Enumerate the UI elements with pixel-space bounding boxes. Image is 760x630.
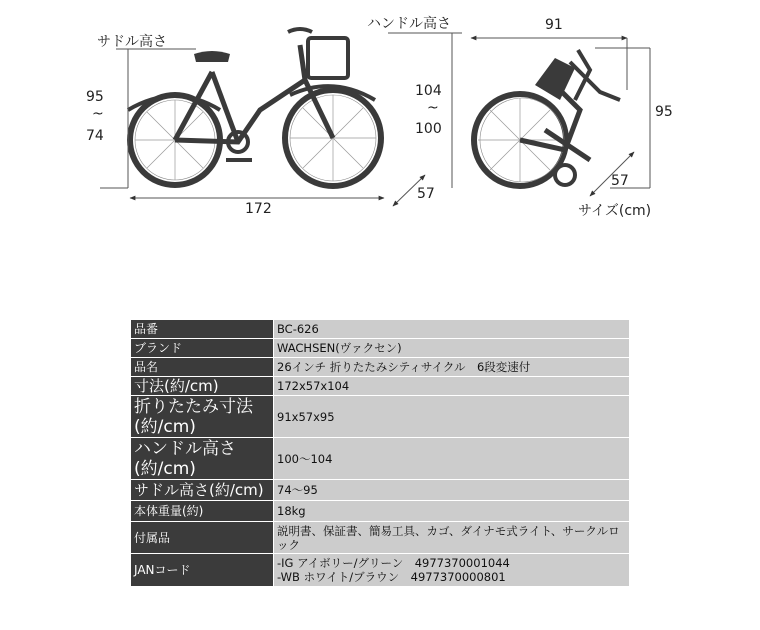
width-value: 57 bbox=[417, 186, 435, 202]
spec-row bbox=[131, 377, 630, 396]
spec-row bbox=[131, 522, 630, 554]
spec-value-line: 18kg bbox=[277, 504, 306, 518]
spec-table bbox=[130, 319, 630, 587]
saddle-height-sep: ~ bbox=[92, 106, 104, 122]
spec-value bbox=[274, 358, 630, 377]
spec-value-line: 100～104 bbox=[277, 451, 333, 466]
folded-width-value: 57 bbox=[611, 173, 629, 189]
spec-key: 品名 bbox=[131, 358, 274, 377]
spec-value bbox=[274, 501, 630, 522]
spec-value-line: 172x57x104 bbox=[277, 379, 350, 393]
handlebar-shape bbox=[288, 29, 312, 32]
spec-key: サドル高さ(約/cm) bbox=[131, 480, 274, 501]
spec-row bbox=[131, 554, 630, 587]
spec-key: JANコード bbox=[131, 554, 274, 587]
saddle-height-min: 74 bbox=[86, 128, 104, 144]
spec-row bbox=[131, 396, 630, 438]
spec-value bbox=[274, 438, 630, 480]
spec-value-line: 26インチ 折りたたみシティサイクル 6段変速付 bbox=[277, 360, 531, 374]
spec-value-line: -WB ホワイト/ブラウン 4977370000801 bbox=[277, 570, 506, 584]
spec-value bbox=[274, 339, 630, 358]
spec-value bbox=[274, 377, 630, 396]
handle-height-label: ハンドル高さ bbox=[367, 16, 451, 32]
spec-value-line: -IG アイボリー/グリーン 4977370001044 bbox=[277, 556, 510, 570]
folded-length-value: 91 bbox=[545, 17, 563, 33]
spec-row bbox=[131, 358, 630, 377]
basket-shape bbox=[308, 38, 348, 78]
spec-key: 折りたたみ寸法(約/cm) bbox=[131, 396, 274, 438]
spec-value bbox=[274, 554, 630, 587]
handle-height-min: 100 bbox=[415, 121, 442, 137]
spec-value-line: BC-626 bbox=[277, 322, 319, 336]
saddle-shape bbox=[194, 51, 230, 62]
spec-key: 本体重量(約) bbox=[131, 501, 274, 522]
spec-value-line: 説明書、保証書、簡易工具、カゴ、ダイナモ式ライト、サークルロック bbox=[277, 523, 620, 552]
spec-value-line: WACHSEN(ヴァクセン) bbox=[277, 341, 402, 355]
spec-value-line: 91x57x95 bbox=[277, 409, 335, 424]
bicycle-unfolded bbox=[128, 45, 381, 186]
folded-height-value: 95 bbox=[655, 104, 673, 120]
length-value: 172 bbox=[245, 201, 272, 217]
spec-value bbox=[274, 480, 630, 501]
size-unit-caption: サイズ(cm) bbox=[578, 203, 652, 219]
spec-row bbox=[131, 320, 630, 339]
spec-key: ブランド bbox=[131, 339, 274, 358]
handle-height-sep: ~ bbox=[427, 100, 439, 116]
saddle-height-label: サドル高さ bbox=[97, 34, 167, 50]
spec-value-line: 74～95 bbox=[277, 483, 318, 497]
bicycle-dimension-diagram bbox=[0, 0, 760, 240]
spec-key: 寸法(約/cm) bbox=[131, 377, 274, 396]
spec-row bbox=[131, 501, 630, 522]
spec-table-body bbox=[131, 320, 630, 587]
spec-value bbox=[274, 396, 630, 438]
spec-value bbox=[274, 320, 630, 339]
spec-row bbox=[131, 480, 630, 501]
spec-row bbox=[131, 339, 630, 358]
spec-row bbox=[131, 438, 630, 480]
spec-key: 付属品 bbox=[131, 522, 274, 554]
handle-height-max: 104 bbox=[415, 83, 442, 99]
spec-value bbox=[274, 522, 630, 554]
saddle-height-max: 95 bbox=[86, 89, 104, 105]
folded-basket-shape bbox=[535, 58, 575, 100]
spec-key: 品番 bbox=[131, 320, 274, 339]
spec-key: ハンドル高さ(約/cm) bbox=[131, 438, 274, 480]
